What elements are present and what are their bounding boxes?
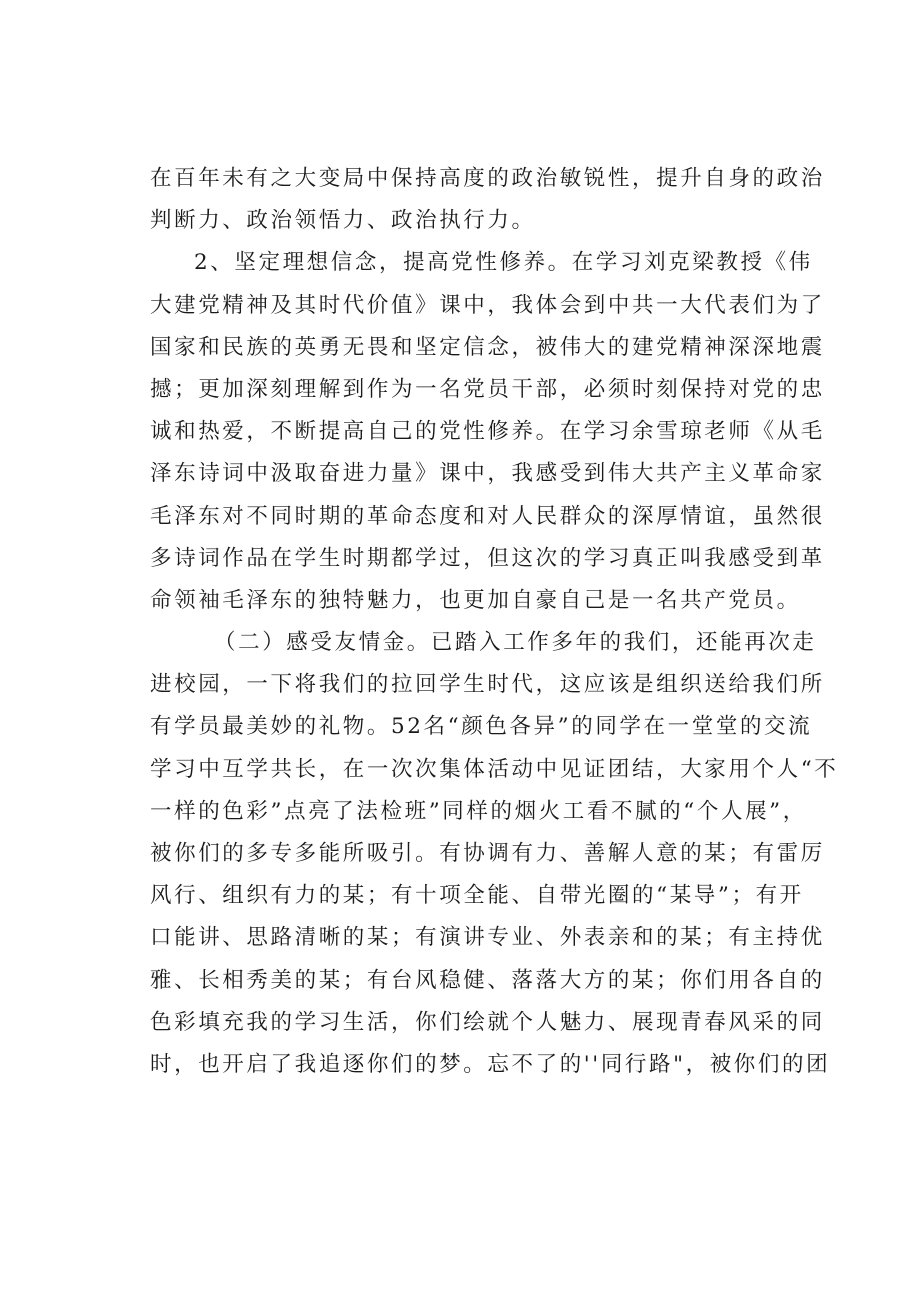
text-line: 口能讲、思路清晰的某；有演讲专业、外表亲和的某；有主持优 xyxy=(150,925,825,951)
text-line: 雅、长相秀美的某；有台风稳健、落落大方的某；你们用各自的 xyxy=(150,967,825,993)
text-line: 毛泽东对不同时期的革命态度和对人民群众的深厚情谊，虽然很 xyxy=(150,503,825,529)
text-line: 在百年未有之大变局中保持高度的政治敏锐性，提升自身的政治 xyxy=(150,166,825,191)
text-line: 泽东诗词中汲取奋进力量》课中，我感受到伟大共产主义革命家 xyxy=(150,461,825,487)
text-line: 大建党精神及其时代价值》课中，我体会到中共一大代表们为了 xyxy=(150,292,825,318)
text-line: 风行、组织有力的某；有十项全能、自带光圈的“某导”；有开 xyxy=(150,883,804,909)
text-line: 诚和热爱，不断提高自己的党性修养。在学习余雪琼老师《从毛 xyxy=(150,419,825,445)
text-line: 被你们的多专多能所吸引。有协调有力、善解人意的某；有雷厉 xyxy=(150,841,825,866)
text-line: 色彩填充我的学习生活，你们绘就个人魅力、展现青春风采的同 xyxy=(150,1009,825,1035)
text-line: 时，也开启了我追逐你们的梦。忘不了的''同行路"，被你们的团 xyxy=(150,1051,831,1077)
text-line: 进校园，一下将我们的拉回学生时代，这应该是组织送给我们所 xyxy=(150,672,825,698)
text-line: 多诗词作品在学生时期都学过，但这次的学习真正叫我感受到革 xyxy=(150,545,825,571)
text-line: 撼；更加深刻理解到作为一名党员干部，必须时刻保持对党的忠 xyxy=(150,376,825,402)
text-line: 判断力、政治领悟力、政治执行力。 xyxy=(150,208,536,234)
paragraph-start-line: 2、坚定理想信念，提高党性修养。在学习刘克梁教授《伟 xyxy=(194,250,813,276)
section-heading-line: （二）感受友情金。已踏入工作多年的我们，还能再次走 xyxy=(214,630,817,656)
text-line: 命领袖毛泽东的独特魅力，也更加自豪自己是一名共产党员。 xyxy=(150,587,801,613)
body-text xyxy=(150,158,839,1086)
text-line: 有学员最美妙的礼物。52名“颜色各异”的同学在一堂堂的交流 xyxy=(150,714,813,740)
text-line: 学习中互学共长，在一次次集体活动中见证团结，大家用个人“不 xyxy=(150,756,839,782)
text-line: 国家和民族的英勇无畏和坚定信念，被伟大的建党精神深深地震 xyxy=(150,334,825,360)
text-line: 一样的色彩”点亮了法检班”同样的烟火工看不腻的“个人展”， xyxy=(150,798,807,824)
